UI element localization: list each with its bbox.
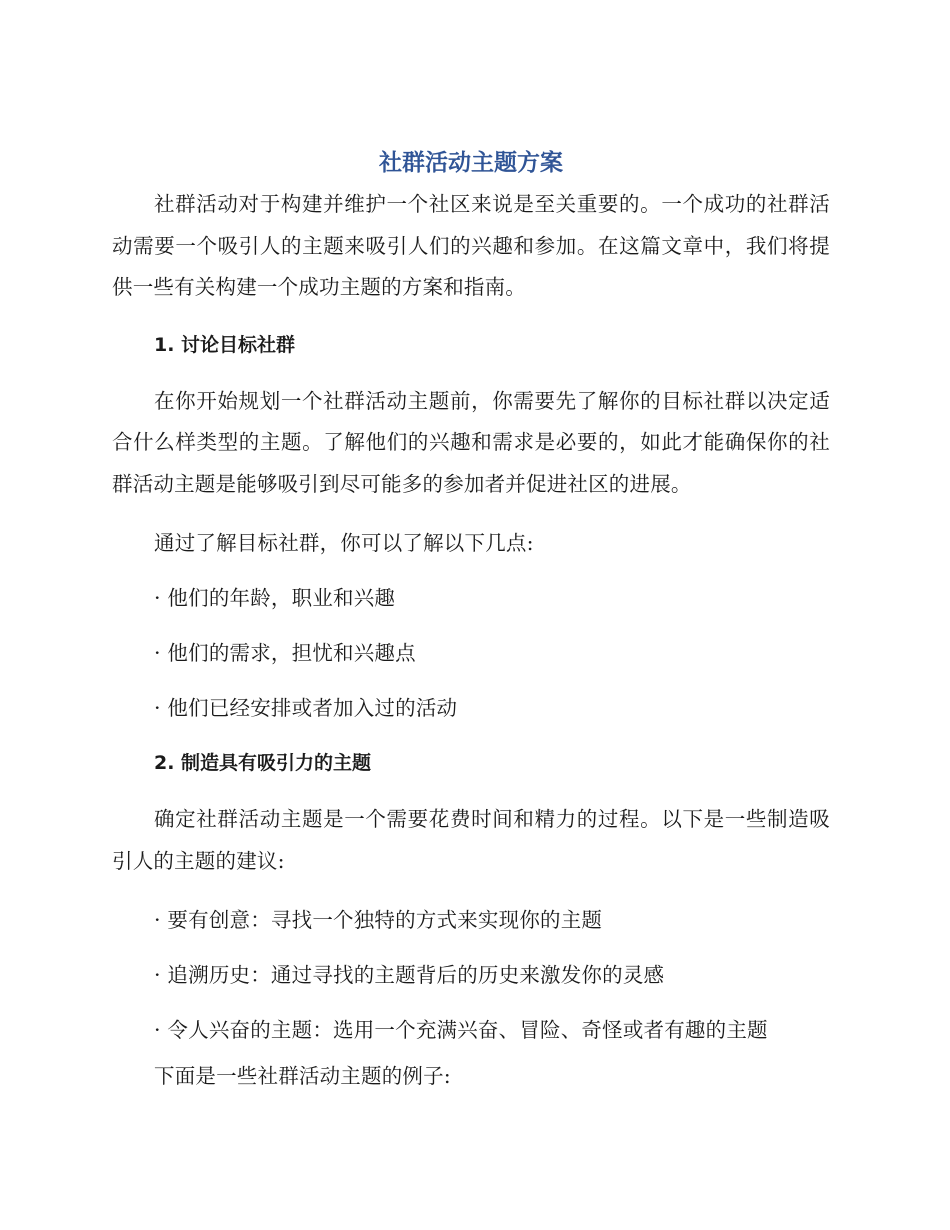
section-2-bullet-3: · 令人兴奋的主题：选用一个充满兴奋、冒险、奇怪或者有趣的主题 [154,1018,768,1042]
section-1-bullet-1: · 他们的年龄，职业和兴趣 [154,586,396,610]
section-1-lead: 通过了解目标社群，你可以了解以下几点: [154,531,534,555]
section-2-trailing: 下面是一些社群活动主题的例子: [154,1064,451,1088]
section-2-bullet-2: · 追溯历史：通过寻找的主题背后的历史来激发你的灵感 [154,963,665,987]
section-2-heading: 2. 制造具有吸引力的主题 [154,752,372,774]
document-title: 社群活动主题方案 [379,150,563,176]
intro-paragraph: 社群活动对于构建并维护一个社区来说是至关重要的。一个成功的社群活动需要一个吸引人的主题来吸引人们的兴趣和参加。在这篇文章中，我们将提供一些有关构建一个成功主题的方案和指南。 [112,192,830,299]
section-1-bullet-2: · 他们的需求，担忧和兴趣点 [154,641,416,665]
section-2-bullet-1: · 要有创意：寻找一个独特的方式来实现你的主题 [154,908,603,932]
section-1-paragraph: 在你开始规划一个社群活动主题前，你需要先了解你的目标社群以决定适合什么样类型的主题。了解他们的兴趣和需求是必要的，如此才能确保你的社群活动主题是能够吸引到尽可能多的参加者并促进社区的进展。 [112,388,830,496]
section-1-bullet-3: · 他们已经安排或者加入过的活动 [154,696,458,720]
section-1-heading: 1. 讨论目标社群 [154,333,296,356]
section-2-paragraph: 确定社群活动主题是一个需要花费时间和精力的过程。以下是一些制造吸引人的主题的建议: [112,807,830,873]
document-page [112,146,830,1090]
